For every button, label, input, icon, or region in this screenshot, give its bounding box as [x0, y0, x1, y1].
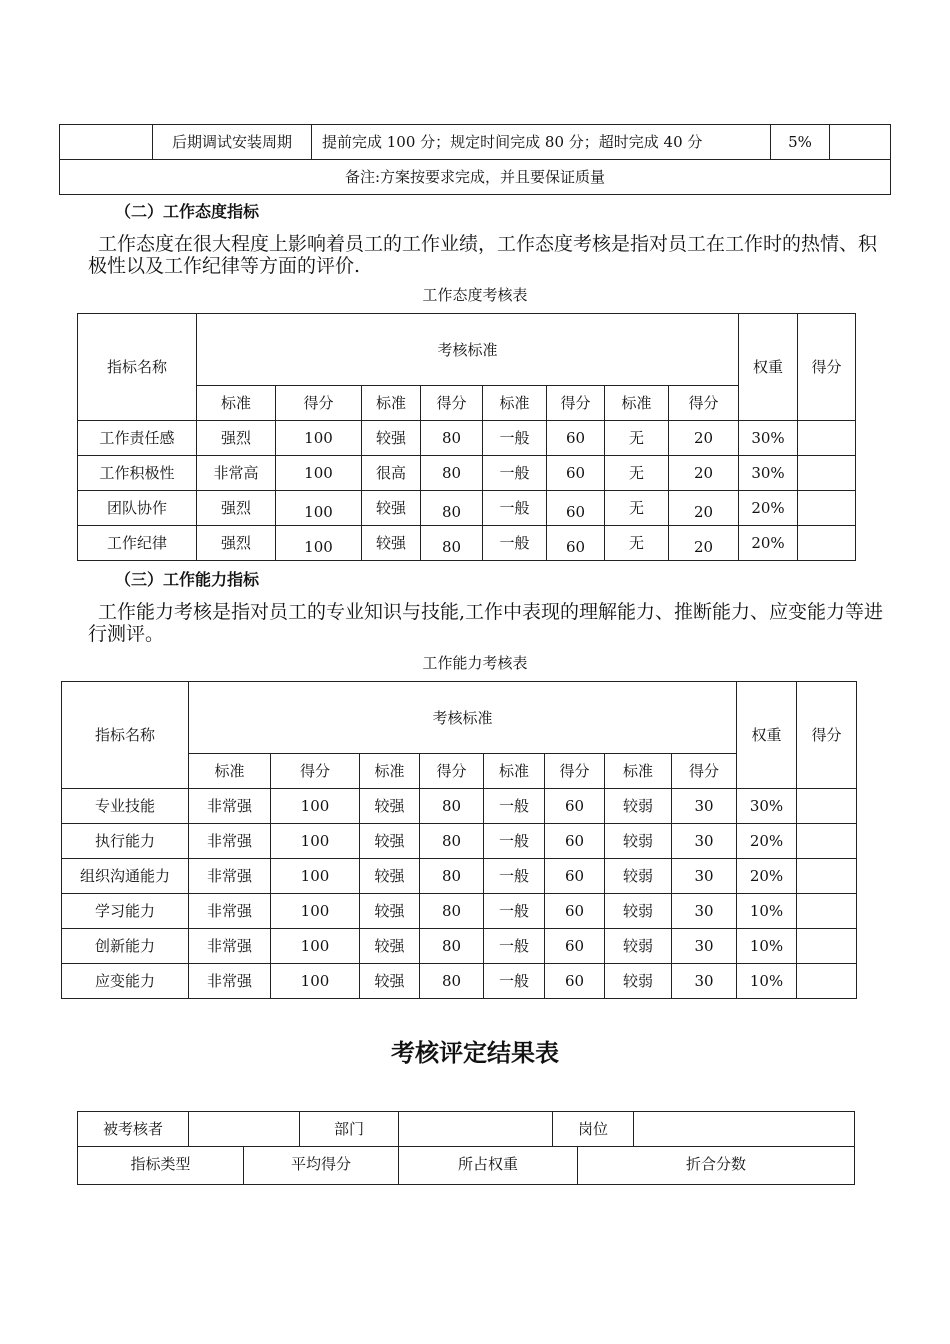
score-cell: [797, 964, 857, 999]
table-row: [62, 789, 857, 824]
table-row: [78, 526, 856, 561]
table-header-row: [78, 314, 856, 386]
table-cell: 30: [672, 824, 737, 859]
table-cell: 较强: [362, 526, 421, 561]
table-cell: 一般: [484, 824, 545, 859]
table-cell: 较强: [360, 859, 420, 894]
score-cell: [798, 491, 856, 526]
table-cell: 一般: [483, 456, 547, 491]
table-cell: 100: [271, 894, 360, 929]
table-row: [78, 456, 856, 491]
table-cell: 较弱: [605, 929, 672, 964]
table-caption-ability: 工作能力考核表: [422, 654, 528, 672]
table-cell: 无: [605, 491, 669, 526]
score-cell: [797, 789, 857, 824]
converted-header: 折合分数: [578, 1147, 855, 1185]
table-cell: 5%: [771, 125, 830, 160]
subheader-cell: 得分: [420, 754, 484, 789]
row-name: 工作纪律: [78, 526, 197, 561]
subheader-cell: 得分: [547, 386, 605, 421]
table-cell: 100: [276, 456, 362, 491]
subheader-cell: 得分: [672, 754, 737, 789]
table-cell: 非常强: [189, 929, 271, 964]
table-cell: 较强: [362, 421, 421, 456]
table-cell: 一般: [484, 789, 545, 824]
table-cell: 强烈: [197, 421, 276, 456]
table-cell: 100: [276, 421, 362, 456]
table-cell: 较弱: [605, 859, 672, 894]
section-heading-ability: （三）工作能力指标: [115, 570, 260, 589]
row-name: 团队协作: [78, 491, 197, 526]
table-cell: 无: [605, 456, 669, 491]
table-cell: [830, 125, 891, 160]
project-criteria-table: [59, 124, 891, 195]
table-cell: 强烈: [197, 491, 276, 526]
subheader-cell: 得分: [276, 386, 362, 421]
table-cell: 较弱: [605, 824, 672, 859]
section-paragraph-attitude: 工作态度在很大程度上影响着员工的工作业绩，工作态度考核是指对员工在工作时的热情、积极性以及工作纪律等方面的评价.: [88, 233, 878, 277]
examinee-value: [189, 1112, 300, 1147]
table-cell: 非常强: [189, 894, 271, 929]
table-row: [62, 859, 857, 894]
table-cell: 无: [605, 526, 669, 561]
table-cell: 20: [669, 456, 739, 491]
table-cell: [60, 125, 153, 160]
table-cell: 80: [420, 789, 484, 824]
table-cell: 20: [669, 421, 739, 456]
table-cell: 非常强: [189, 789, 271, 824]
table-cell: 一般: [483, 421, 547, 456]
subheader-cell: 标准: [483, 386, 547, 421]
table-row: [60, 160, 891, 195]
table-cell: 30: [672, 929, 737, 964]
subheader-cell: 标准: [189, 754, 271, 789]
table-cell: 100: [276, 526, 362, 561]
header-name: 指标名称: [62, 682, 189, 789]
table-cell: 60: [545, 894, 605, 929]
table-cell: 较强: [360, 789, 420, 824]
row-name: 工作积极性: [78, 456, 197, 491]
score-cell: [798, 456, 856, 491]
row-name: 组织沟通能力: [62, 859, 189, 894]
table-cell: 很高: [362, 456, 421, 491]
subheader-cell: 标准: [605, 386, 669, 421]
table-cell: 100: [276, 491, 362, 526]
table-cell: 80: [421, 491, 483, 526]
header-name: 指标名称: [78, 314, 197, 421]
subheader-cell: 标准: [197, 386, 276, 421]
score-cell: [797, 929, 857, 964]
table-cell: 80: [420, 964, 484, 999]
table-cell: 较强: [360, 929, 420, 964]
table-row: [62, 824, 857, 859]
table-caption-attitude: 工作态度考核表: [422, 286, 528, 304]
table-row: [78, 491, 856, 526]
table-cell: 80: [421, 421, 483, 456]
table-cell: 非常高: [197, 456, 276, 491]
score-cell: [797, 824, 857, 859]
table-cell: 一般: [484, 964, 545, 999]
dept-value: [399, 1112, 553, 1147]
table-cell: 20: [669, 526, 739, 561]
result-table-title: 考核评定结果表: [391, 1039, 559, 1067]
table-cell: 80: [420, 824, 484, 859]
weight-cell: 20%: [737, 824, 797, 859]
table-row: [60, 125, 891, 160]
table-cell: 较强: [360, 964, 420, 999]
table-cell: 较强: [362, 491, 421, 526]
table-cell: 较弱: [605, 894, 672, 929]
table-cell: 一般: [483, 526, 547, 561]
table-cell: 30: [672, 789, 737, 824]
header-score: 得分: [797, 682, 857, 789]
table-cell: 80: [420, 859, 484, 894]
table-cell: 30: [672, 894, 737, 929]
header-score: 得分: [798, 314, 856, 421]
row-name: 创新能力: [62, 929, 189, 964]
table-cell: 强烈: [197, 526, 276, 561]
table-cell: 提前完成 100 分；规定时间完成 80 分；超时完成 40 分: [312, 125, 771, 160]
row-name: 应变能力: [62, 964, 189, 999]
score-cell: [798, 421, 856, 456]
table-cell: 100: [271, 929, 360, 964]
table-cell: 60: [547, 456, 605, 491]
section-heading-attitude: （二）工作态度指标: [115, 202, 260, 221]
table-cell: 20: [669, 491, 739, 526]
weight-cell: 10%: [737, 964, 797, 999]
table-cell: 80: [421, 456, 483, 491]
subheader-cell: 得分: [421, 386, 483, 421]
dept-label: 部门: [300, 1112, 399, 1147]
table-cell: 较弱: [605, 964, 672, 999]
subheader-cell: 标准: [360, 754, 420, 789]
post-label: 岗位: [553, 1112, 634, 1147]
table-cell: 非常强: [189, 824, 271, 859]
score-cell: [797, 894, 857, 929]
subheader-cell: 得分: [669, 386, 739, 421]
header-criteria: 考核标准: [189, 682, 737, 754]
weight-cell: 10%: [737, 929, 797, 964]
post-value: [634, 1112, 855, 1147]
score-cell: [798, 526, 856, 561]
row-name: 专业技能: [62, 789, 189, 824]
table-cell: 80: [421, 526, 483, 561]
table-row: [78, 1112, 855, 1147]
header-weight: 权重: [739, 314, 798, 421]
row-name: 学习能力: [62, 894, 189, 929]
table-cell: 非常强: [189, 859, 271, 894]
weight-header: 所占权重: [399, 1147, 578, 1185]
table-cell: 后期调试安装周期: [153, 125, 312, 160]
table-cell: 30: [672, 859, 737, 894]
table-cell: 无: [605, 421, 669, 456]
table-row: [62, 964, 857, 999]
table-row: [78, 421, 856, 456]
table-cell: 60: [547, 526, 605, 561]
table-cell: 非常强: [189, 964, 271, 999]
table-cell: 一般: [484, 894, 545, 929]
table-cell: 80: [420, 894, 484, 929]
weight-cell: 10%: [737, 894, 797, 929]
table-cell: 较强: [360, 894, 420, 929]
table-cell: 较弱: [605, 789, 672, 824]
score-cell: [797, 859, 857, 894]
subheader-cell: 得分: [271, 754, 360, 789]
table-cell: 60: [545, 929, 605, 964]
examinee-label: 被考核者: [78, 1112, 189, 1147]
table-row: [62, 929, 857, 964]
header-weight: 权重: [737, 682, 797, 789]
weight-cell: 30%: [737, 789, 797, 824]
type-header: 指标类型: [78, 1147, 244, 1185]
table-cell: 一般: [484, 929, 545, 964]
table-cell: 60: [545, 824, 605, 859]
table-cell: 100: [271, 824, 360, 859]
result-table: [77, 1111, 855, 1185]
table-cell: 一般: [483, 491, 547, 526]
row-name: 工作责任感: [78, 421, 197, 456]
avg-header: 平均得分: [244, 1147, 399, 1185]
weight-cell: 20%: [739, 526, 798, 561]
table-cell: 一般: [484, 859, 545, 894]
table-cell: 100: [271, 859, 360, 894]
header-criteria: 考核标准: [197, 314, 739, 386]
table-cell: 60: [545, 964, 605, 999]
row-name: 执行能力: [62, 824, 189, 859]
subheader-cell: 得分: [545, 754, 605, 789]
table-cell: 60: [547, 491, 605, 526]
note-cell: 备注:方案按要求完成，并且要保证质量: [60, 160, 891, 195]
attitude-assessment-table: [77, 313, 856, 561]
section-paragraph-ability: 工作能力考核是指对员工的专业知识与技能,工作中表现的理解能力、推断能力、应变能力等进行测评。: [88, 601, 884, 645]
table-cell: 80: [420, 929, 484, 964]
table-cell: 100: [271, 789, 360, 824]
table-cell: 30: [672, 964, 737, 999]
table-row: [78, 1147, 855, 1185]
weight-cell: 20%: [737, 859, 797, 894]
table-row: [62, 894, 857, 929]
subheader-cell: 标准: [362, 386, 421, 421]
table-cell: 60: [545, 859, 605, 894]
weight-cell: 30%: [739, 456, 798, 491]
subheader-cell: 标准: [484, 754, 545, 789]
table-cell: 60: [547, 421, 605, 456]
weight-cell: 20%: [739, 491, 798, 526]
subheader-cell: 标准: [605, 754, 672, 789]
weight-cell: 30%: [739, 421, 798, 456]
table-cell: 100: [271, 964, 360, 999]
table-cell: 60: [545, 789, 605, 824]
ability-assessment-table: [61, 681, 857, 999]
table-cell: 较强: [360, 824, 420, 859]
table-header-row: [62, 682, 857, 754]
